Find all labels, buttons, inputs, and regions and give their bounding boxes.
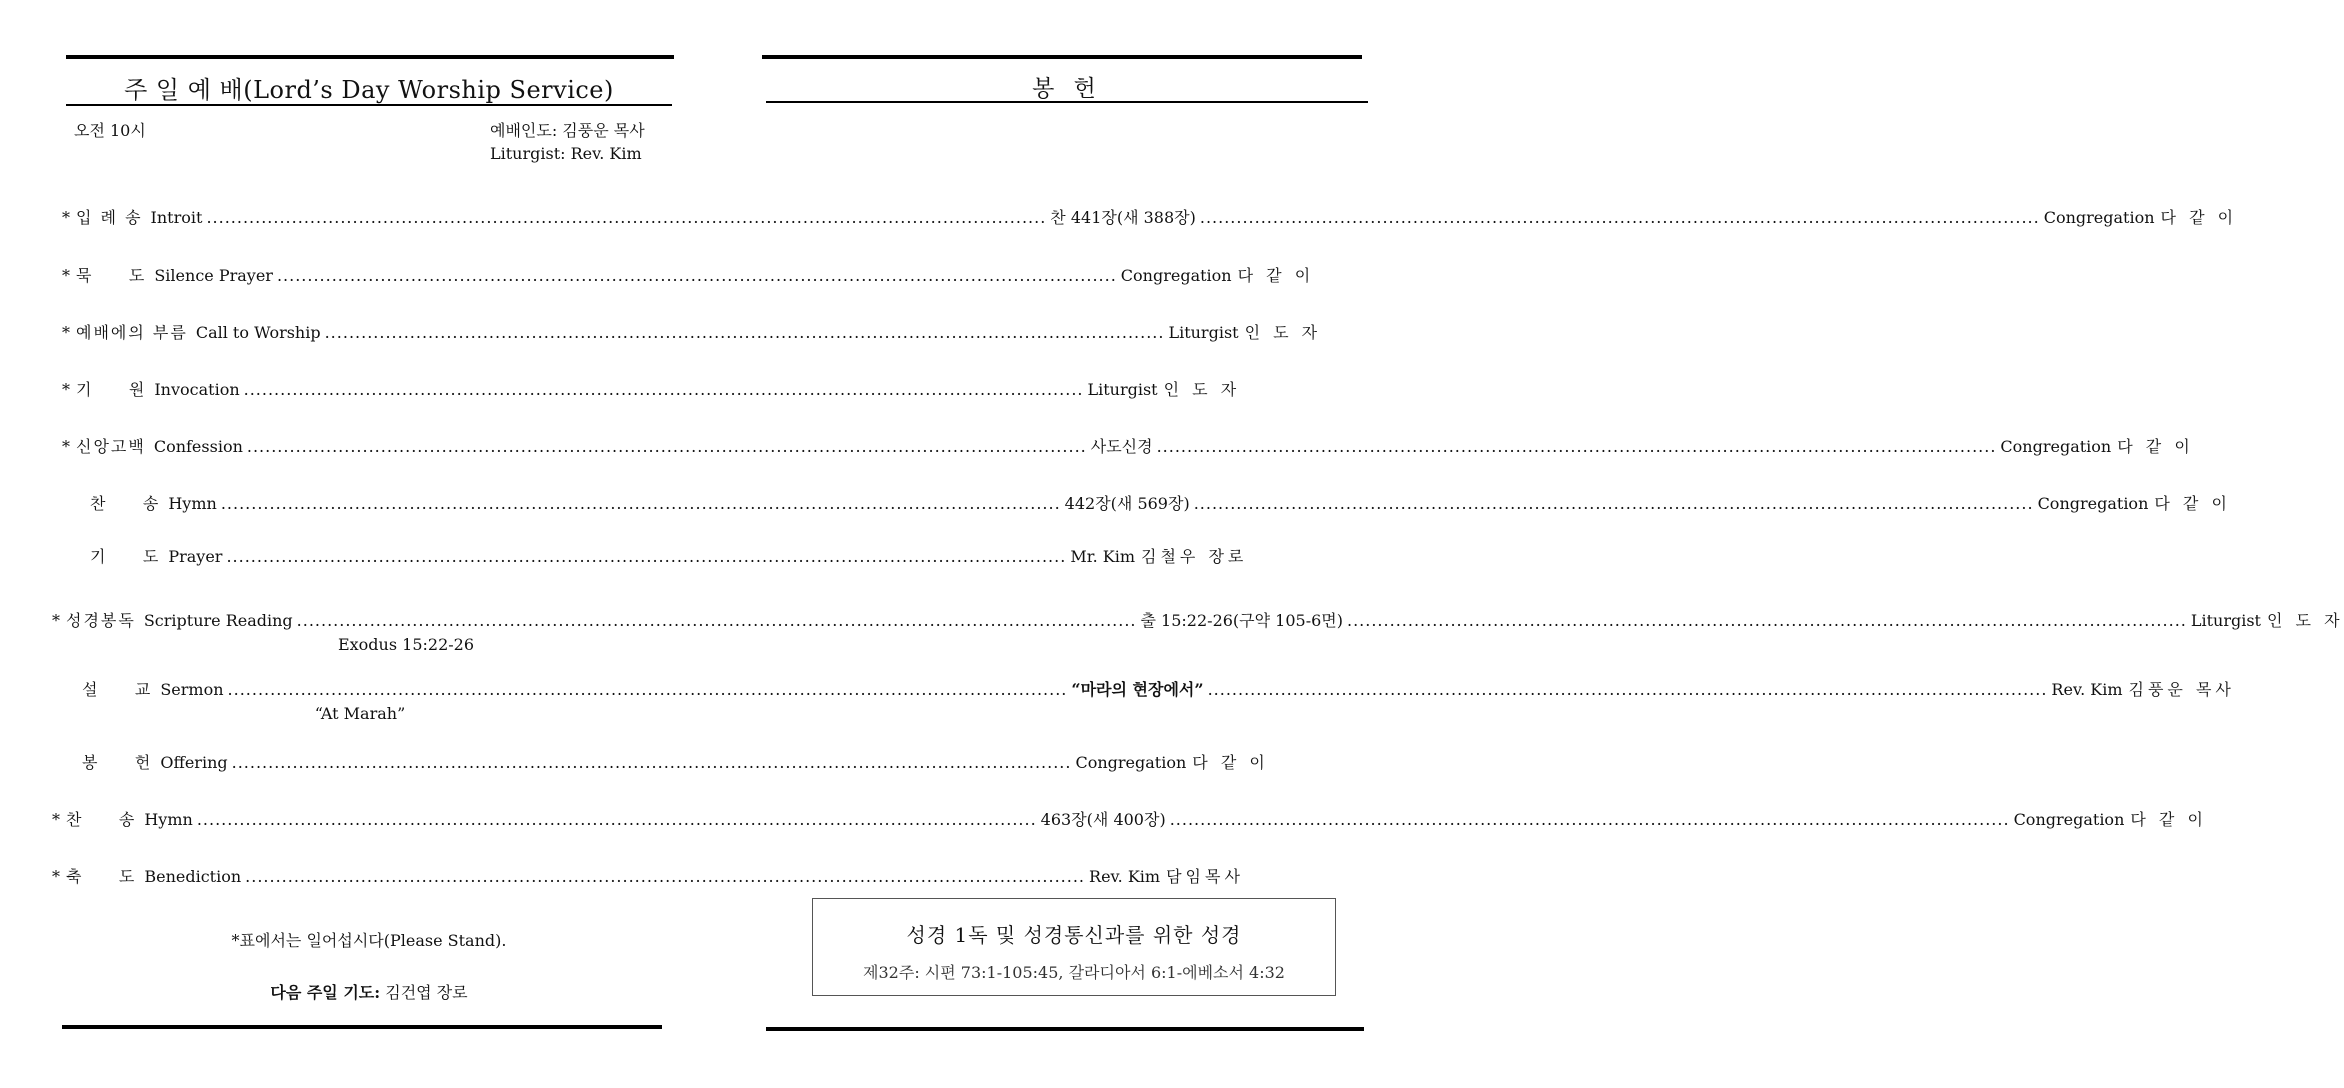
item-detail: “마라의 현장에서” [1071, 680, 1204, 699]
item-leader-en: Rev. Kim [2051, 680, 2123, 699]
leader-dots: .......................................................................................................................................... [226, 547, 1067, 566]
item-english: Sermon [160, 680, 224, 699]
leader-dots: .......................................................................................................................................... [227, 680, 1068, 699]
item-detail: 사도신경 [1090, 437, 1153, 456]
worship-item [62, 378, 1241, 402]
item-leader-kr: 다 같 이 [2130, 810, 2207, 829]
worship-item [52, 808, 2207, 832]
item-leader-kr: 다 같 이 [2154, 494, 2231, 513]
worship-item [62, 435, 2194, 459]
leader-dots: .......................................................................................................................................... [276, 266, 1117, 285]
next-prayer-name: 김건엽 장로 [385, 983, 468, 1002]
leader-dots: .......................................................................................................................................... [1347, 611, 2187, 630]
leader-dots: .......................................................................................................................................... [196, 810, 1037, 829]
item-leader-en: Rev. Kim [1089, 867, 1161, 886]
item-leader-kr: 인 도 자 [1244, 323, 1322, 342]
item-english: Hymn [168, 494, 217, 513]
worship-item [76, 545, 1248, 569]
stand-marker: * [62, 380, 70, 399]
worship-item [62, 206, 2238, 230]
worship-item [68, 751, 1269, 775]
item-leader-en: Mr. Kim [1070, 547, 1135, 566]
stand-marker: * [62, 323, 70, 342]
item-english: Hymn [144, 810, 193, 829]
leader-dots: .......................................................................................................................................... [324, 323, 1165, 342]
item-detail: 442장(새 569장) [1064, 494, 1190, 513]
item-leader-en: Congregation [1075, 753, 1187, 772]
next-prayer-label: 다음 주일 기도: [270, 983, 381, 1002]
leader-dots: .......................................................................................................................................... [1199, 208, 2040, 227]
item-english: Confession [153, 437, 243, 456]
item-leader-en: Liturgist [1087, 380, 1158, 399]
bible-reading-schedule: 제32주: 시편 73:1-105:45, 갈라디아서 6:1-에베소서 4:32 [863, 963, 1285, 982]
item-leader-en: Liturgist [2190, 611, 2261, 630]
item-label: 기 원 [76, 380, 147, 399]
item-english: Silence Prayer [154, 266, 273, 285]
item-leader-kr: 인 도 자 [1163, 380, 1241, 399]
worship-item [52, 609, 2344, 633]
item-leader-en: Congregation [2037, 494, 2149, 513]
item-leader-en: Congregation [2043, 208, 2155, 227]
offering-title: 봉 헌 [1032, 76, 1102, 102]
item-label: 묵 도 [76, 266, 147, 285]
item-subtitle: “At Marah” [314, 704, 406, 723]
item-leader-en: Congregation [2013, 810, 2125, 829]
stand-marker: * [62, 437, 70, 456]
item-label: 성경봉독 [66, 611, 136, 630]
bible-reading-title: 성경 1독 및 성경통신과를 위한 성경 [906, 923, 1242, 947]
item-label: 설 교 [82, 680, 153, 699]
item-label: 찬 송 [90, 494, 161, 513]
item-english: Prayer [168, 547, 223, 566]
service-time: 오전 10시 [74, 121, 146, 140]
item-label: 찬 송 [66, 810, 137, 829]
item-leader-en: Liturgist [1168, 323, 1239, 342]
item-leader-en: Congregation [2000, 437, 2112, 456]
worship-item [62, 264, 1315, 288]
item-english: Introit [150, 208, 203, 227]
leader-dots: .......................................................................................................................................... [1193, 494, 2034, 513]
item-english: Scripture Reading [143, 611, 293, 630]
item-detail: 463장(새 400장) [1040, 810, 1166, 829]
item-detail: 출 15:22-26(구약 105-6면) [1140, 611, 1343, 630]
item-english: Call to Worship [195, 323, 321, 342]
item-leader-kr: 다 같 이 [2160, 208, 2238, 227]
item-leader-kr: 담임목사 [1166, 867, 1244, 886]
leader-dots: .......................................................................................................................................... [220, 494, 1061, 513]
leader-dots: .......................................................................................................................................... [246, 437, 1087, 456]
item-leader-kr: 인 도 자 [2266, 611, 2344, 630]
item-detail: 찬 441장(새 388장) [1050, 208, 1196, 227]
liturgist-en: Liturgist: Rev. Kim [490, 144, 642, 163]
item-english: Benediction [144, 867, 242, 886]
right-top-rule [762, 55, 1362, 59]
leader-dots: .......................................................................................................................................... [245, 867, 1086, 886]
item-label: 입 례 송 [76, 208, 143, 227]
item-leader-en: Congregation [1120, 266, 1232, 285]
left-top-rule [66, 55, 674, 59]
leader-dots: .......................................................................................................................................... [206, 208, 1047, 227]
leader-dots: .......................................................................................................................................... [231, 753, 1072, 772]
item-label: 축 도 [66, 867, 137, 886]
item-english: Invocation [154, 380, 240, 399]
item-english: Offering [160, 753, 228, 772]
right-bottom-rule [766, 1027, 1364, 1031]
leader-dots: .......................................................................................................................................... [243, 380, 1084, 399]
item-leader-kr: 다 같 이 [2117, 437, 2194, 456]
item-label: 기 도 [90, 547, 161, 566]
next-week-prayer [66, 980, 672, 1003]
item-leader-kr: 다 같 이 [1237, 266, 1315, 285]
item-label: 봉 헌 [82, 753, 153, 772]
item-label: 예배에의 부름 [76, 323, 188, 342]
item-leader-kr: 김풍운 목사 [2128, 680, 2235, 699]
stand-marker: * [52, 810, 60, 829]
worship-item [52, 865, 1244, 889]
worship-item [62, 321, 1322, 345]
stand-marker: * [52, 867, 60, 886]
stand-marker: * [62, 266, 70, 285]
stand-note: *표에서는 일어섭시다(Please Stand). [231, 931, 507, 950]
item-subtitle: Exodus 15:22-26 [337, 635, 475, 654]
liturgist-kr: 예배인도: 김풍운 목사 [490, 121, 645, 140]
stand-marker: * [52, 611, 60, 630]
leader-dots: .......................................................................................................................................... [296, 611, 1137, 630]
leader-dots: .......................................................................................................................................... [1156, 437, 1997, 456]
worship-title: 주 일 예 배(Lord’s Day Worship Service) [124, 76, 614, 104]
leader-dots: .......................................................................................................................................... [1169, 810, 2010, 829]
worship-item [68, 678, 2235, 702]
stand-marker: * [62, 208, 70, 227]
item-leader-kr: 다 같 이 [1192, 753, 1269, 772]
bible-reading-box [812, 898, 1336, 996]
worship-item [76, 492, 2231, 516]
left-bottom-rule [62, 1025, 662, 1029]
item-label: 신앙고백 [76, 437, 146, 456]
item-leader-kr: 김철우 장로 [1141, 547, 1248, 566]
leader-dots: .......................................................................................................................................... [1207, 680, 2048, 699]
